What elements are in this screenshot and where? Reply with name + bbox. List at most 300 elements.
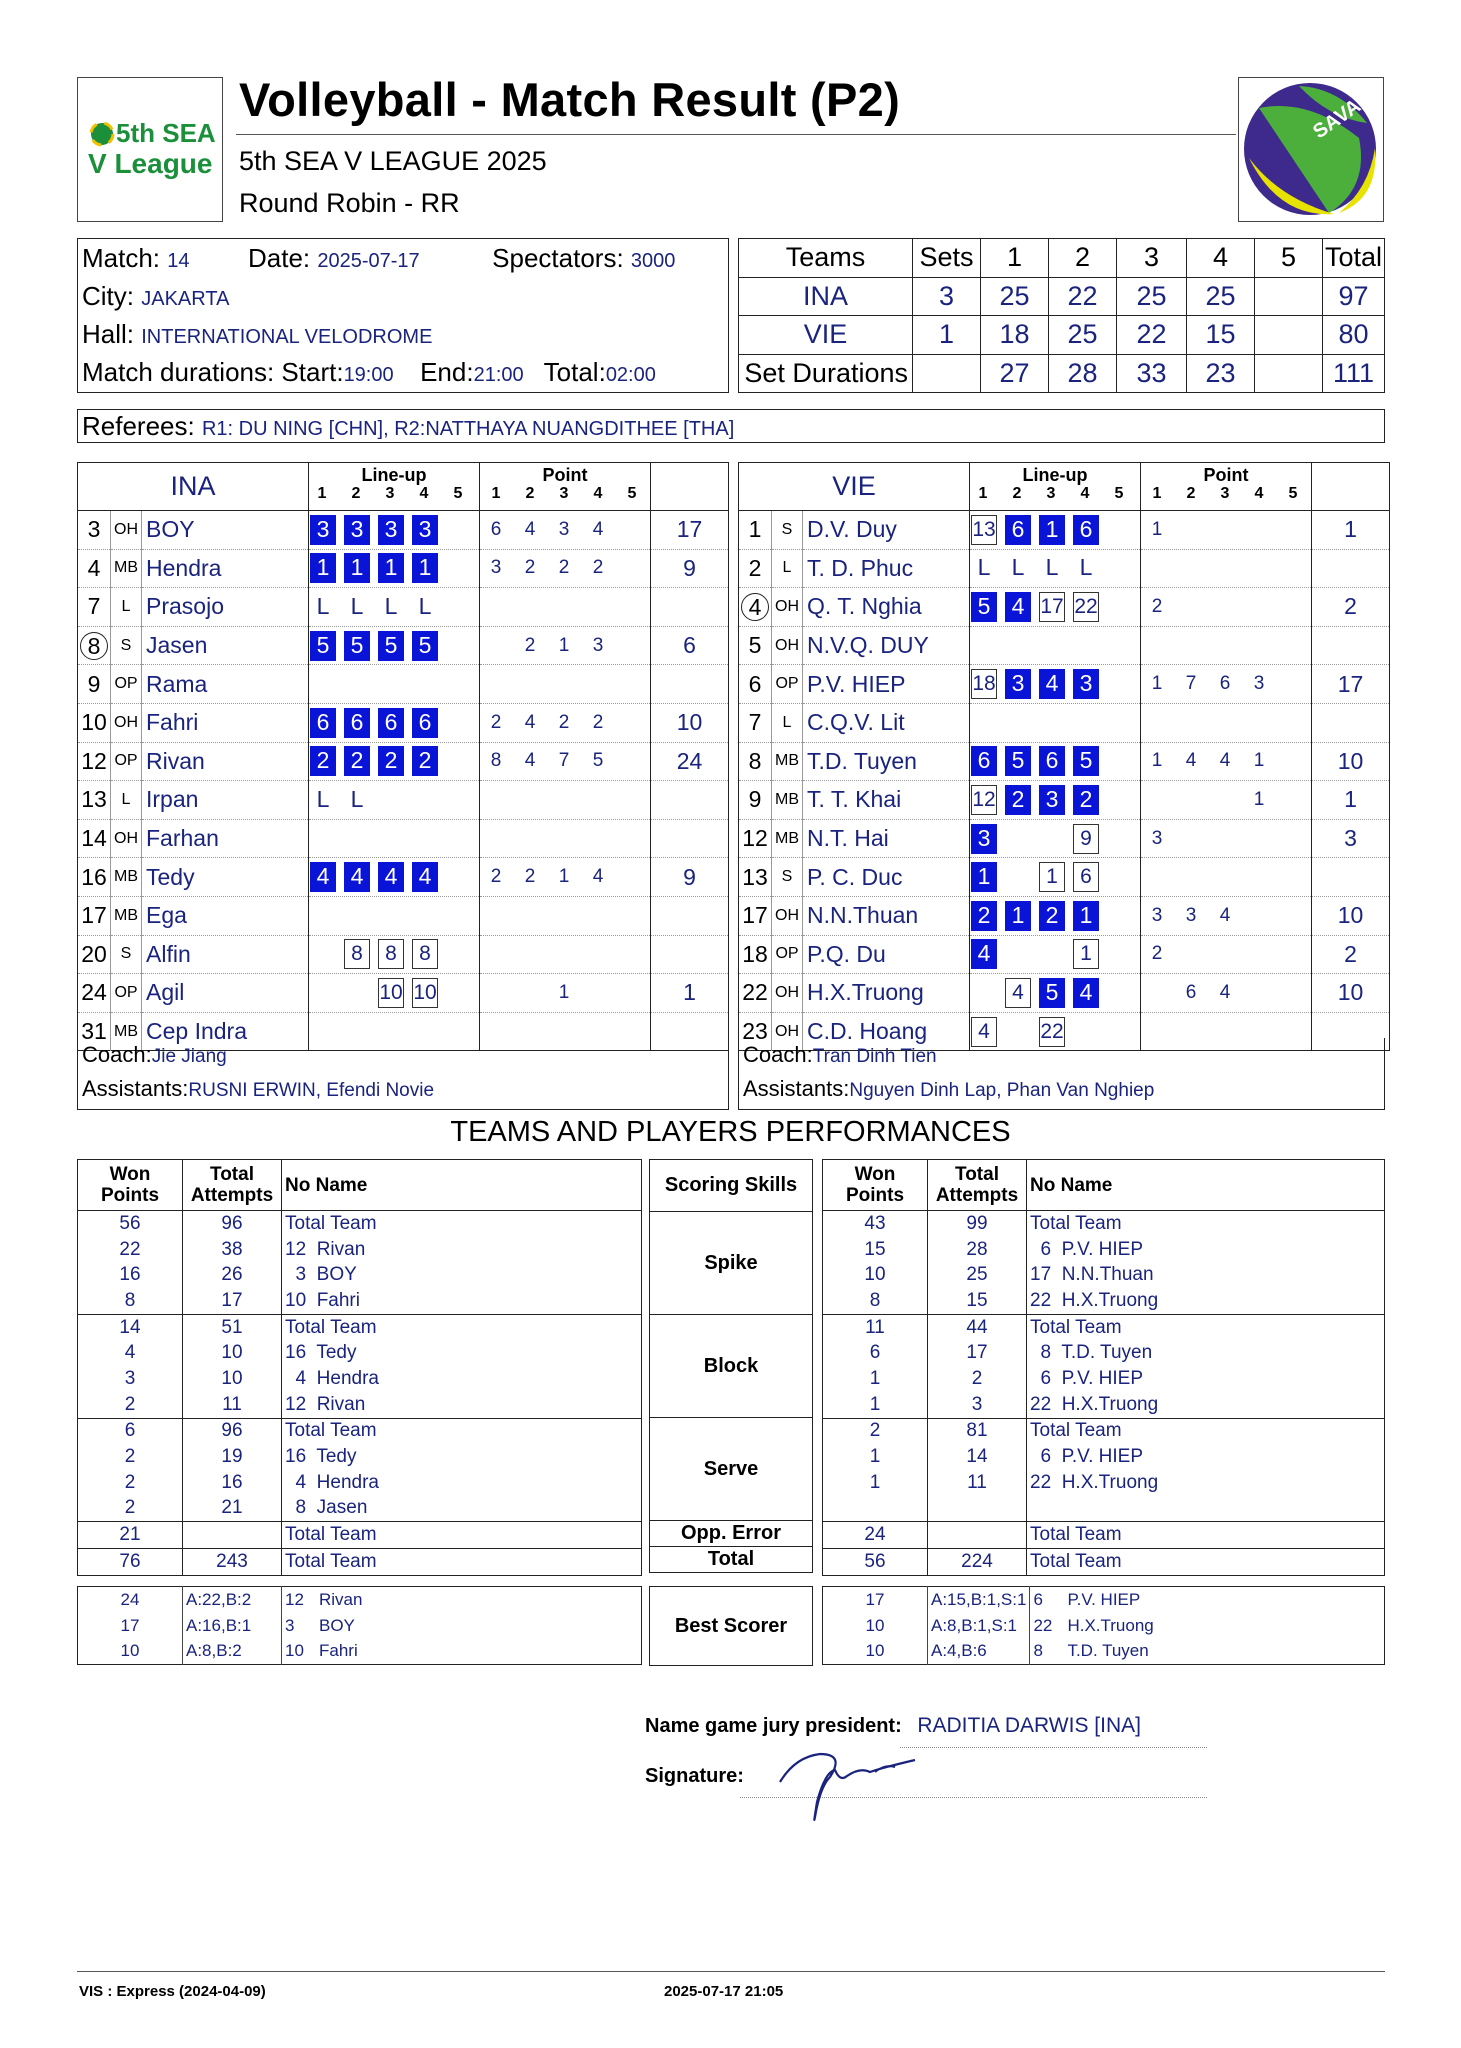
total-attempts: 2 [928, 1366, 1027, 1392]
player-number: 13 [81, 786, 107, 813]
total-attempts-header: Total Attempts [183, 1160, 282, 1211]
lineup-cells [309, 549, 480, 588]
player-row [739, 626, 1390, 665]
player-name: Prasojo [142, 588, 309, 627]
libero-marker: L [316, 592, 330, 619]
player-or-team: 8 Jasen [285, 1497, 368, 1519]
vie-staff-box [738, 1038, 1385, 1110]
score-row-ina [739, 277, 1385, 316]
player-name: Q. T. Nghia [803, 588, 970, 627]
set-number: 3 [1220, 485, 1230, 502]
spectators-value: 3000 [630, 250, 676, 272]
player-row [739, 588, 1390, 627]
set-points: 1 [558, 634, 570, 656]
lineup-cells [970, 974, 1141, 1013]
player-row [78, 549, 729, 588]
score-header: 5 [1255, 239, 1323, 278]
set-points: 4 [524, 518, 536, 540]
starting-position: 5 [310, 631, 336, 661]
skill-row [650, 1547, 813, 1573]
set-points: 2 [490, 866, 502, 888]
starting-position: 6 [1073, 515, 1099, 545]
skill-row [650, 1521, 813, 1547]
total-attempts: 25 [928, 1262, 1027, 1288]
player-row [78, 588, 729, 627]
starting-position: 2 [971, 901, 997, 931]
set-points: 5 [592, 750, 604, 772]
set-score: 25 [1049, 316, 1117, 355]
player-number: 1 [748, 516, 762, 543]
set-points: 1 [1253, 750, 1265, 772]
roster-table [738, 462, 1390, 1051]
set-duration: 27 [981, 354, 1049, 393]
total-duration: 111 [1323, 354, 1385, 393]
scoring-skills-column [649, 1159, 813, 1573]
set-points: 4 [524, 711, 536, 733]
set-points: 2 [524, 634, 536, 656]
set-points: 4 [592, 518, 604, 540]
won-points: 22 [78, 1237, 183, 1263]
jury-president-row [645, 1714, 1141, 1738]
player-row [739, 858, 1390, 897]
set-duration: 33 [1117, 354, 1187, 393]
player-total-points: 9 [651, 858, 729, 897]
points-cells [480, 626, 651, 665]
player-or-team: Total Team [1027, 1314, 1385, 1340]
title-divider [236, 134, 1236, 135]
libero-marker: L [1045, 554, 1059, 581]
total-attempts: 51 [183, 1314, 282, 1340]
player-number-cell [78, 511, 111, 550]
player-position: OP [772, 665, 803, 704]
assistants-label: Assistants: [743, 1076, 850, 1101]
sets-won: 3 [913, 277, 981, 316]
performance-row [823, 1366, 1385, 1392]
starting-position: 5 [378, 631, 404, 661]
total-attempts: 44 [928, 1314, 1027, 1340]
points-cells [480, 588, 651, 627]
starting-position: 6 [310, 708, 336, 738]
points-cells [480, 511, 651, 550]
player-number: 12 [742, 825, 768, 852]
lineup-title: Line-up [1022, 465, 1088, 485]
player-total-points [651, 896, 729, 935]
best-name: H.X.Truong [1067, 1615, 1154, 1635]
starting-position: 3 [378, 515, 404, 545]
won-points: 4 [78, 1340, 183, 1366]
performance-table [822, 1159, 1385, 1576]
best-name: Rivan [319, 1589, 363, 1609]
libero-marker: L [977, 554, 991, 581]
set-points: 1 [558, 866, 570, 888]
player-position: L [111, 781, 142, 820]
set-points: 2 [592, 557, 604, 579]
player-row [78, 665, 729, 704]
player-number: 10 [81, 709, 107, 736]
best-scorer-row [78, 1638, 642, 1664]
player-number-cell [78, 896, 111, 935]
vie-roster [738, 462, 1390, 1051]
lineup-cells [309, 511, 480, 550]
starting-position: 4 [1073, 978, 1099, 1008]
points-cells [480, 665, 651, 704]
won-points: 6 [78, 1418, 183, 1444]
player-position: S [111, 626, 142, 665]
player-total-points: 10 [1312, 896, 1390, 935]
player-or-team: Total Team [1027, 1548, 1385, 1575]
player-number: 2 [748, 554, 762, 581]
player-position: OP [111, 665, 142, 704]
substitution-marker: 1 [1039, 862, 1065, 892]
set-number: 5 [453, 485, 463, 502]
player-name: P.V. HIEP [803, 665, 970, 704]
score-header: Total [1323, 239, 1385, 278]
player-row [78, 511, 729, 550]
skills-header-row [650, 1160, 813, 1212]
vie-assistants: Nguyen Dinh Lap, Phan Van Nghiep [849, 1080, 1155, 1101]
starting-position: 1 [1073, 901, 1099, 931]
total-points: 97 [1323, 277, 1385, 316]
player-name: C.Q.V. Lit [803, 703, 970, 742]
libero-marker: L [316, 785, 330, 812]
roster-header-row [78, 463, 729, 511]
substitution-marker: 8 [412, 939, 438, 969]
player-or-team: 6 P.V. HIEP [1030, 1238, 1144, 1260]
total-attempts: 28 [928, 1237, 1027, 1263]
set-number: 2 [351, 485, 361, 502]
score-header: 1 [981, 239, 1049, 278]
player-or-team: 10 Fahri [285, 1289, 360, 1311]
set-points: 3 [592, 634, 604, 656]
player-total-points: 2 [1312, 935, 1390, 974]
player-number-cell [78, 974, 111, 1013]
set-points: 4 [1219, 904, 1231, 926]
captain-number: 4 [741, 593, 769, 621]
player-number: 9 [87, 670, 101, 697]
player-number: 14 [81, 825, 107, 852]
player-or-team [1027, 1496, 1385, 1522]
skill-name: Total [650, 1547, 813, 1573]
lineup-cells [309, 742, 480, 781]
player-row [78, 781, 729, 820]
total-attempts [928, 1496, 1027, 1522]
player-or-team: 6 P.V. HIEP [1030, 1446, 1144, 1468]
libero-marker: L [350, 592, 364, 619]
player-number: 22 [742, 979, 768, 1006]
points-cells [480, 858, 651, 897]
player-position: S [772, 511, 803, 550]
player-position: MB [772, 742, 803, 781]
points-cells [1141, 935, 1312, 974]
won-points-header: Won Points [823, 1160, 928, 1211]
player-total-points [1312, 549, 1390, 588]
performance-row [78, 1314, 642, 1340]
player-name: N.N.Thuan [803, 896, 970, 935]
substitution-marker: 10 [412, 978, 438, 1008]
performance-row [823, 1340, 1385, 1366]
points-cells [480, 549, 651, 588]
ina-assistants: RUSNI ERWIN, Efendi Novie [188, 1080, 435, 1101]
total-time: 02:00 [605, 364, 656, 386]
player-name: BOY [142, 511, 309, 550]
player-number: 9 [748, 786, 762, 813]
set-number: 1 [491, 485, 501, 502]
set-points: 2 [558, 711, 570, 733]
set-score: 22 [1117, 316, 1187, 355]
player-name: C.D. Hoang [803, 1012, 970, 1051]
set-points: 3 [490, 557, 502, 579]
points-cells [1141, 703, 1312, 742]
set-points: 1 [1151, 673, 1163, 695]
footer-timestamp: 2025-07-17 21:05 [664, 1983, 784, 2000]
won-points: 16 [78, 1262, 183, 1288]
best-points: 10 [823, 1638, 928, 1664]
total-attempts [183, 1522, 282, 1549]
coach-label: Coach: [82, 1042, 152, 1067]
total-attempts: 26 [183, 1262, 282, 1288]
player-position: MB [111, 549, 142, 588]
player-number-cell [78, 549, 111, 588]
referees-value: R1: DU NING [CHN], R2:NATTHAYA NUANGDITHEE [THA] [201, 418, 735, 440]
starting-position: 1 [1005, 901, 1031, 931]
performance-row [78, 1340, 642, 1366]
player-row [78, 703, 729, 742]
player-or-team: Total Team [1030, 1212, 1122, 1234]
set-points: 2 [592, 711, 604, 733]
player-number-cell [739, 781, 772, 820]
points-cells [1141, 858, 1312, 897]
player-position: MB [772, 819, 803, 858]
performance-table [77, 1159, 642, 1576]
starting-position: 5 [1073, 746, 1099, 776]
substitution-marker: 13 [971, 515, 997, 545]
starting-position: 2 [310, 746, 336, 776]
set-points: 2 [524, 866, 536, 888]
score-header: 3 [1117, 239, 1187, 278]
substitution-marker: 9 [1073, 824, 1099, 854]
player-number: 24 [81, 979, 107, 1006]
player-number: 17 [742, 902, 768, 929]
starting-position: 3 [310, 515, 336, 545]
set-number: 2 [525, 485, 535, 502]
player-position: L [772, 549, 803, 588]
player-number: 6 [748, 670, 762, 697]
player-name: Ega [142, 896, 309, 935]
best-number: 10 [285, 1641, 304, 1661]
substitution-marker: 4 [1005, 978, 1031, 1008]
points-cells [1141, 549, 1312, 588]
substitution-marker: 18 [971, 669, 997, 699]
set-points: 1 [558, 981, 570, 1003]
player-position: OH [772, 896, 803, 935]
won-points: 56 [78, 1211, 183, 1237]
starting-position: 6 [971, 746, 997, 776]
best-name: P.V. HIEP [1067, 1589, 1141, 1609]
set-points: 6 [490, 518, 502, 540]
best-breakdown: A:15,B:1,S:1 [928, 1587, 1030, 1613]
player-number-cell [78, 819, 111, 858]
substitution-marker: 6 [1073, 862, 1099, 892]
roster-table [77, 462, 729, 1051]
player-row [739, 549, 1390, 588]
performance-row [78, 1392, 642, 1418]
total-attempts: 11 [183, 1392, 282, 1418]
points-cells [480, 974, 651, 1013]
player-position: OH [772, 1012, 803, 1051]
libero-marker: L [1079, 554, 1093, 581]
starting-position: 6 [1039, 746, 1065, 776]
lineup-cells [970, 549, 1141, 588]
player-total-points: 24 [651, 742, 729, 781]
best-scorer-row [823, 1613, 1385, 1639]
starting-position: 2 [344, 746, 370, 776]
set-points: 3 [1253, 673, 1265, 695]
starting-position: 4 [310, 862, 336, 892]
best-scorer-table [77, 1586, 642, 1665]
substitution-marker: 4 [971, 1017, 997, 1047]
starting-position: 6 [344, 708, 370, 738]
lineup-cells [309, 626, 480, 665]
set-points: 3 [1185, 904, 1197, 926]
set-number: 1 [1152, 485, 1162, 502]
total-attempts: 21 [183, 1496, 282, 1522]
player-position: OH [772, 588, 803, 627]
set-points: 2 [524, 557, 536, 579]
player-number-cell [78, 626, 111, 665]
best-breakdown: A:8,B:1,S:1 [928, 1613, 1030, 1639]
starting-position: 3 [344, 515, 370, 545]
won-points: 56 [823, 1548, 928, 1575]
points-cells [480, 819, 651, 858]
best-breakdown: A:22,B:2 [183, 1587, 282, 1613]
player-row [739, 742, 1390, 781]
best-breakdown: A:16,B:1 [183, 1613, 282, 1639]
hall-value: INTERNATIONAL VELODROME [141, 326, 433, 348]
player-total-points: 10 [1312, 742, 1390, 781]
set-duration: 23 [1187, 354, 1255, 393]
name-header: No Name [282, 1160, 642, 1211]
best-breakdown: A:8,B:2 [183, 1638, 282, 1664]
total-label: Total: [543, 357, 606, 387]
total-attempts: 10 [183, 1366, 282, 1392]
player-total-points: 17 [651, 511, 729, 550]
player-row [739, 819, 1390, 858]
starting-position: 2 [1039, 901, 1065, 931]
best-scorer-row [823, 1587, 1385, 1613]
player-name: T. D. Phuc [803, 549, 970, 588]
best-number: 8 [1033, 1641, 1043, 1661]
libero-marker: L [384, 592, 398, 619]
performance-row [823, 1262, 1385, 1288]
points-cells [480, 781, 651, 820]
set-points: 2 [490, 711, 502, 733]
city-value: JAKARTA [141, 288, 230, 310]
roster-header-row [739, 463, 1390, 511]
performance-row [78, 1262, 642, 1288]
player-number-cell [739, 935, 772, 974]
vie-performance-table [822, 1159, 1385, 1576]
set-number: 1 [317, 485, 327, 502]
page-title: Volleyball - Match Result (P2) [239, 73, 901, 126]
jury-president-name: RADITIA DARWIS [INA] [917, 1714, 1141, 1737]
performance-row [823, 1237, 1385, 1263]
player-number: 13 [742, 863, 768, 890]
player-position: MB [772, 781, 803, 820]
performance-row [823, 1314, 1385, 1340]
best-scorer-table [822, 1586, 1385, 1665]
player-name: P. C. Duc [803, 858, 970, 897]
starting-position: 6 [1005, 515, 1031, 545]
points-cells [1141, 896, 1312, 935]
player-position: MB [111, 1012, 142, 1051]
player-position: MB [111, 896, 142, 935]
lineup-cells [970, 781, 1141, 820]
sava-text: SAVA [1309, 94, 1365, 144]
player-row [739, 896, 1390, 935]
best-points: 10 [78, 1638, 183, 1664]
empty-cell [913, 354, 981, 393]
hall-row [82, 319, 432, 350]
lineup-cells [309, 819, 480, 858]
player-position: S [772, 858, 803, 897]
set-score [1255, 277, 1323, 316]
player-or-team: Total Team [1027, 1418, 1385, 1444]
set-score: 25 [981, 277, 1049, 316]
best-points: 17 [823, 1587, 928, 1613]
player-or-team: 16 Tedy [285, 1446, 357, 1468]
performance-row [823, 1211, 1385, 1237]
player-or-team: 6 P.V. HIEP [1030, 1367, 1144, 1389]
lineup-cells [309, 665, 480, 704]
lineup-cells [970, 819, 1141, 858]
performance-row [78, 1237, 642, 1263]
player-number-cell [78, 665, 111, 704]
player-name: Agil [142, 974, 309, 1013]
won-points: 11 [823, 1314, 928, 1340]
city-label: City: [82, 281, 134, 311]
lineup-cells [309, 974, 480, 1013]
best-scorer-row [78, 1613, 642, 1639]
player-or-team: Total Team [282, 1522, 642, 1549]
total-attempts: 10 [183, 1340, 282, 1366]
total-header [1312, 463, 1390, 511]
won-points: 2 [78, 1392, 183, 1418]
set-points: 4 [524, 750, 536, 772]
total-attempts: 17 [183, 1288, 282, 1314]
set-number: 4 [1080, 485, 1090, 502]
lineup-cells [970, 626, 1141, 665]
starting-position: 4 [971, 939, 997, 969]
total-attempts: 96 [183, 1211, 282, 1237]
player-number-cell [739, 896, 772, 935]
player-number-cell [739, 703, 772, 742]
score-header: Teams [739, 239, 913, 278]
player-number: 8 [748, 747, 762, 774]
player-total-points [651, 665, 729, 704]
logo-line2: V League [88, 148, 213, 179]
player-number: 4 [87, 554, 101, 581]
set-score [1255, 316, 1323, 355]
player-number-cell [739, 549, 772, 588]
lineup-cells [970, 665, 1141, 704]
best-number: 22 [1033, 1615, 1053, 1635]
performance-title: TEAMS AND PLAYERS PERFORMANCES [450, 1116, 1011, 1148]
total-attempts: 3 [928, 1392, 1027, 1418]
jury-president-label: Name game jury president: [645, 1715, 902, 1737]
set-number: 2 [1186, 485, 1196, 502]
player-total-points: 10 [1312, 974, 1390, 1013]
set-number: 3 [559, 485, 569, 502]
